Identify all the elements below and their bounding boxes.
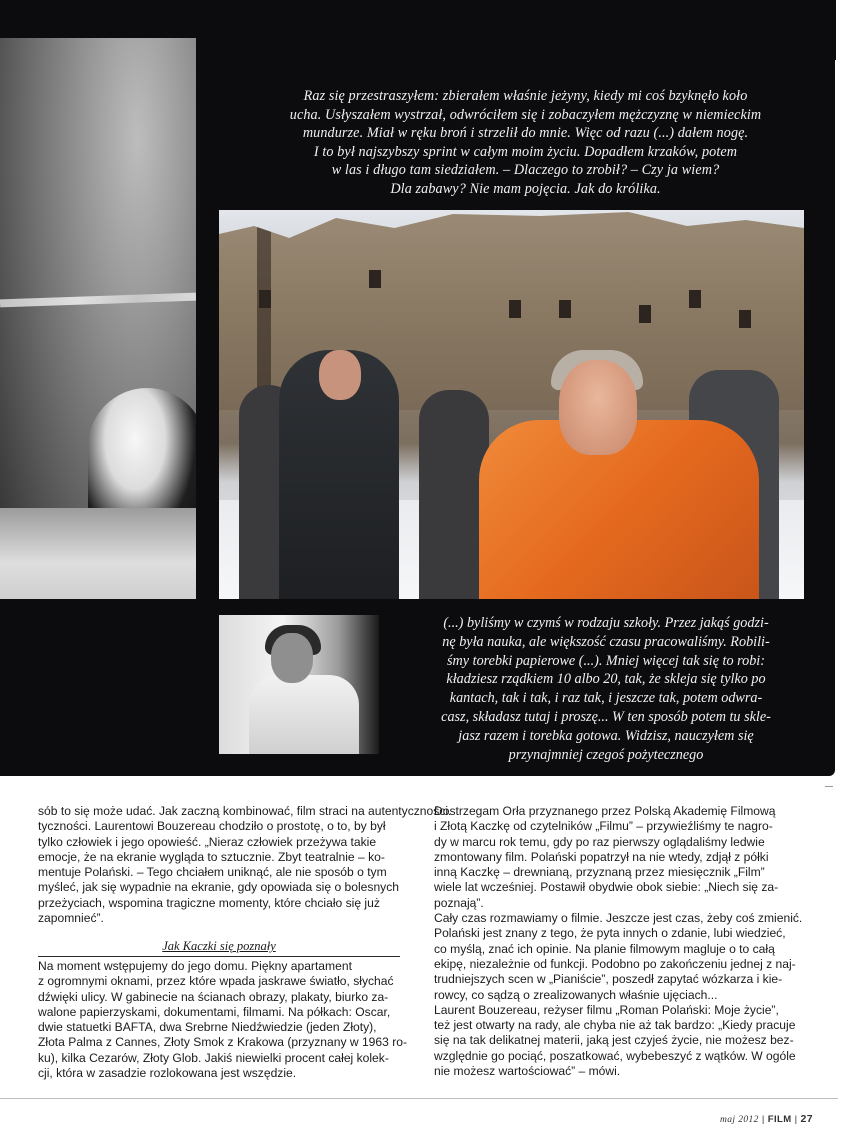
body-line: wiele lat wcześniej. Postawił obydwie obok siebie: „Niech się za-: [434, 880, 779, 895]
body-line: ekipę, niezależnie od funkcji. Podobno po zakończeniu jednej z naj-: [434, 956, 796, 971]
quote-line: ucha. Usłyszałem wystrzał, odwróciłem się i zobaczyłem mężczyznę w niemieckim: [289, 106, 762, 123]
body-line: i Złotą Kaczkę od czytelników „Filmu” – przywieźliśmy te nagro-: [434, 819, 773, 834]
body-line: zmontowany film. Polański popatrzył na nie wtedy, zdjął z półki: [434, 849, 769, 864]
quote-line: kantach, tak i tak, i raz tak, i jeszcze tak, potem odwra-: [449, 690, 763, 707]
body-line: Złota Palma z Cannes, Złoty Smok z Krakowa (przyznany w 1963 ro-: [38, 1035, 408, 1050]
pull-quote-top: [248, 87, 803, 198]
body-line: z ogromnymi oknami, przez które wpada jaskrawe światło, słychać: [38, 974, 394, 989]
body-line: względnie go pociąć, poszatkować, wybebeszyć z wątków. W ogóle: [434, 1048, 796, 1063]
body-line: przeżyciach, wspomina tragiczne momenty, które chciało się już: [38, 895, 380, 910]
quote-line: Dla zabawy? Nie mam pojęcia. Jak do królika.: [390, 180, 661, 197]
body-line: mentuje Polański. – Tego chciałem uniknąć, ale nie sposób o tym: [38, 865, 387, 880]
body-line: cji, która w zasadzie rozlokowana jest wszędzie.: [38, 1066, 297, 1081]
quote-line: casz, składasz tutaj i proszę... W ten sposób potem tu skle-: [441, 708, 771, 725]
man-head: [319, 350, 361, 400]
body-line: dy w marcu rok temu, gdy po raz pierwszy oglądaliśmy ledwie: [434, 834, 765, 849]
body-line: Polański jest znany z tego, że pyta innych o zdanie, lubi wiedzieć,: [434, 926, 786, 941]
window: [689, 290, 701, 308]
body-line: też jest otwarty na rady, ale chyba nie aż tak bardzo: „Kiedy pracuje: [434, 1018, 796, 1033]
portrait-head: [271, 633, 313, 683]
page-footer: [720, 1113, 813, 1125]
snow-ground: [0, 508, 196, 599]
body-line: tylko człowiek i jego opowieść. „Nieraz człowiek przeżywa takie: [38, 834, 377, 849]
portrait-photo: [219, 615, 379, 754]
black-white-helmet-photo: [0, 38, 196, 599]
body-line: ku), kilka Cezarów, Złoty Glob. Jakiś niewielki procent całej kolek-: [38, 1050, 389, 1065]
footer-separator: |: [761, 1114, 765, 1125]
window: [559, 300, 571, 318]
director-face: [559, 360, 637, 455]
body-line: Cały czas rozmawiamy o filmie. Jeszcze jest czas, żeby coś zmienić.: [434, 911, 803, 926]
article-left-column-top: [38, 804, 452, 926]
article-left-column-bottom: [38, 959, 408, 1081]
barbed-wire: [0, 293, 196, 308]
film-set-ruins-photo: [219, 210, 804, 599]
body-line: dwie statuetki BAFTA, dwa Srebrne Niedźwiedzie (jeden Złoty),: [38, 1020, 377, 1035]
footer-separator: |: [794, 1114, 798, 1125]
section-subheading: [38, 938, 400, 957]
body-line: zapomnieć”.: [38, 911, 104, 926]
subheading-text: Jak Kaczki się poznały: [162, 939, 276, 953]
quote-line: kładziesz rządkiem 10 albo 20, tak, że skleja się tylko po: [446, 671, 766, 688]
body-line: emocje, że na ekranie wygląda to sztucznie. Zbyt teatralnie – ko-: [38, 849, 385, 864]
white-shirt: [249, 675, 359, 754]
quote-line: przynajmniej czegoś pożytecznego: [508, 746, 704, 763]
body-line: myśleć, jak się wypadnie na ekranie, gdy opowiada się o bolesnych: [38, 880, 399, 895]
panel-top-strip: [196, 0, 836, 60]
quote-line: śmy torebki papierowe (...). Mniej więcej tak się to robi:: [447, 652, 765, 669]
quote-line: mundurze. Miał w ręku broń i strzelił do mnie. Więc od razu (...) dałem nogę.: [302, 125, 749, 141]
issue-date: maj 2012: [719, 1115, 759, 1125]
window: [369, 270, 381, 288]
body-line: Laurent Bouzereau, reżyser filmu „Roman Polański: Moje życie”,: [434, 1002, 779, 1017]
quote-line: jasz razem i torebka gotowa. Widzisz, nauczyłem się: [458, 727, 754, 744]
body-line: nie możesz wartościować” – mówi.: [434, 1064, 621, 1079]
body-line: rowcy, co sądzą o zrealizowanych właśnie ujęciach...: [434, 987, 718, 1002]
body-line: co myślą, znać ich opinie. Na planie filmowym magluje o to całą: [434, 941, 775, 956]
quote-line: w las i długo tam siedziałem. – Dlaczego to zrobił? – Czy ja wiem?: [331, 162, 720, 178]
quote-line: (...) byliśmy w czymś w rodzaju szkoły. Przez jakąś godzi-: [443, 615, 769, 631]
body-line: Dostrzegam Orła przyznanego przez Polską Akademię Filmową: [434, 804, 776, 818]
window: [639, 305, 651, 323]
article-right-column: [434, 804, 814, 1079]
body-line: poznają”.: [434, 895, 484, 910]
footer-rule: [0, 1098, 838, 1099]
body-line: się na tak delikatnej materii, jaką jest czyjeś życie, nie możesz bez-: [434, 1033, 794, 1048]
window: [739, 310, 751, 328]
body-line: sób to się może udać. Jak zaczną kombinować, film straci na autentyczności.: [38, 804, 452, 818]
body-line: inną Kaczkę – drewnianą, przyznaną przez miesięcznik „Film”: [434, 865, 765, 880]
body-line: trudniejszych scen w „Pianiście”, poszedł zapytać wózkarza i kie-: [434, 972, 783, 987]
quote-line: I to był najszybszy sprint w całym moim życiu. Dopadłem krzaków, potem: [313, 143, 738, 160]
body-line: Na moment wstępujemy do jego domu. Piękny apartament: [38, 959, 352, 973]
quote-line: Raz się przestraszyłem: zbierałem właśnie jeżyny, kiedy mi coś bzyknęło koło: [303, 88, 748, 104]
pull-quote-bottom: [396, 614, 816, 764]
body-line: dźwięki ulicy. W gabinecie na ścianach obrazy, plakaty, biurko za-: [38, 989, 389, 1004]
window: [509, 300, 521, 318]
quote-line: nę była nauka, ale większość czasu pracowaliśmy. Robili-: [442, 633, 770, 650]
window: [259, 290, 271, 308]
magazine-name: FILM: [767, 1114, 792, 1125]
body-line: walone papierzyskami, dokumentami, filmami. Na półkach: Oscar,: [38, 1004, 391, 1019]
divider-tick: [825, 786, 833, 787]
body-line: tyczności. Laurentowi Bouzereau chodziło o prostotę, o to, by był: [38, 819, 386, 834]
page-number: 27: [800, 1113, 813, 1125]
